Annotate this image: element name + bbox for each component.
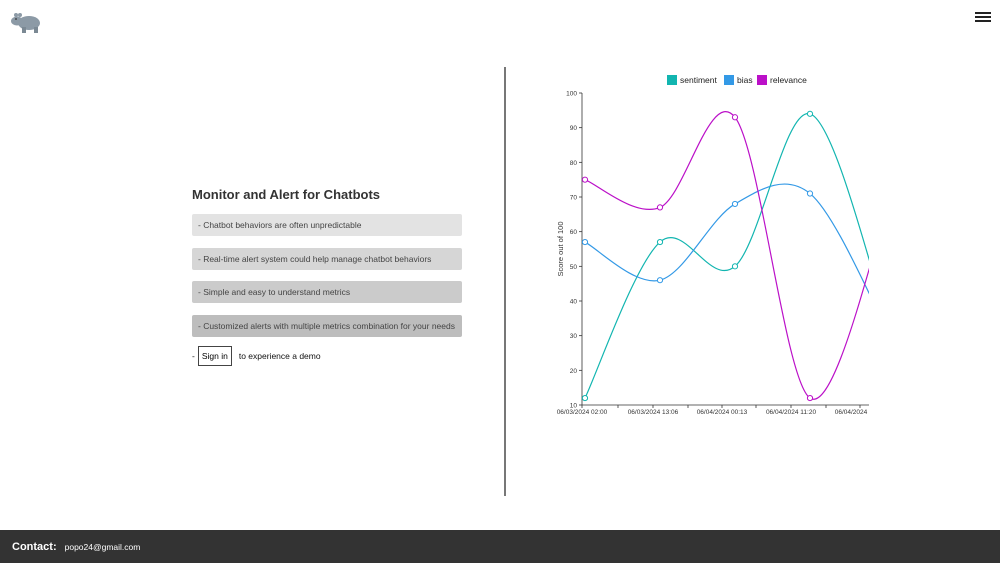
x-tick-label: 06/04/2024 00:13 bbox=[696, 409, 748, 416]
sentiment-point bbox=[732, 264, 737, 269]
y-tick-label: 90 bbox=[569, 125, 577, 133]
relevance-point bbox=[657, 205, 662, 210]
footer bbox=[0, 530, 1000, 563]
page-title: Monitor and Alert for Chatbots bbox=[192, 187, 381, 202]
relevance-point bbox=[582, 177, 587, 182]
relevance-point bbox=[732, 115, 737, 120]
feature-item: - Chatbot behaviors are often unpredictable bbox=[192, 214, 462, 236]
intro-panel bbox=[192, 186, 472, 366]
signin-suffix: to experience a demo bbox=[238, 351, 321, 361]
hippo-icon[interactable] bbox=[10, 10, 42, 34]
sentiment-point bbox=[657, 239, 662, 244]
y-tick-label: 70 bbox=[569, 194, 577, 202]
contact-email[interactable]: popo24@gmail.com bbox=[64, 541, 141, 552]
y-tick-label: 10 bbox=[569, 402, 577, 410]
x-tick-label: 06/04/2024 bbox=[834, 409, 868, 416]
sentiment-legend-swatch bbox=[667, 75, 677, 85]
metrics-chart-svg bbox=[545, 66, 880, 426]
sentiment-legend-label: sentiment bbox=[680, 75, 717, 85]
vertical-divider bbox=[504, 67, 506, 496]
contact-label: Contact: bbox=[12, 540, 57, 553]
y-tick-label: 30 bbox=[569, 333, 577, 341]
x-tick-label: 06/03/2024 13:06 bbox=[627, 409, 679, 416]
y-tick-label: 40 bbox=[569, 298, 577, 306]
bias-legend-label: bias bbox=[737, 75, 753, 85]
sentiment-line bbox=[585, 114, 880, 399]
x-tick-label: 06/03/2024 02:00 bbox=[556, 409, 608, 416]
sign-in-button[interactable]: Sign in bbox=[198, 346, 232, 366]
feature-item: - Real-time alert system could help manage chatbot behaviors bbox=[192, 248, 462, 270]
series-sentiment bbox=[582, 111, 880, 400]
metrics-chart bbox=[545, 66, 880, 431]
y-tick-label: 20 bbox=[569, 367, 577, 375]
feature-item: - Simple and easy to understand metrics bbox=[192, 281, 462, 303]
y-tick-label: 100 bbox=[566, 90, 577, 98]
bias-point bbox=[657, 278, 662, 283]
y-tick-label: 60 bbox=[569, 229, 577, 237]
hamburger-menu-icon[interactable] bbox=[975, 10, 991, 24]
sentiment-point bbox=[807, 111, 812, 116]
relevance-point bbox=[807, 395, 812, 400]
y-axis-label: Score out of 100 bbox=[556, 221, 565, 277]
relevance-legend-label: relevance bbox=[770, 75, 807, 85]
bias-point bbox=[582, 239, 587, 244]
x-tick-label: 06/04/2024 11:20 bbox=[765, 409, 817, 416]
signin-prefix: - bbox=[192, 351, 195, 361]
feature-item: - Customized alerts with multiple metrics combination for your needs bbox=[192, 315, 462, 337]
bias-point bbox=[807, 191, 812, 196]
sentiment-point bbox=[582, 395, 587, 400]
bias-point bbox=[732, 201, 737, 206]
series-bias bbox=[582, 184, 880, 325]
y-tick-label: 80 bbox=[569, 159, 577, 167]
signin-row bbox=[192, 346, 472, 366]
relevance-legend-swatch bbox=[757, 75, 767, 85]
bias-legend-swatch bbox=[724, 75, 734, 85]
y-tick-label: 50 bbox=[569, 263, 577, 271]
